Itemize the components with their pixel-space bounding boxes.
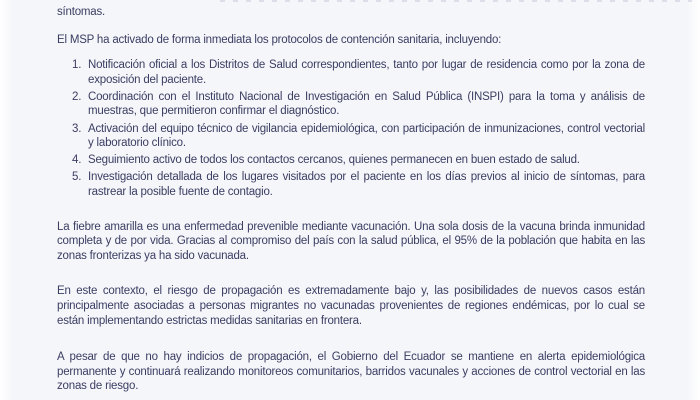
protocol-list-item-2	[57, 90, 645, 119]
protocol-item-text-1: Notificación oficial a los Distritos de Salud correspondientes, tanto por lugar de residencia como por la zona de exposición del paciente.	[88, 59, 645, 86]
paragraph-fragment-sintomas: síntomas.	[57, 6, 106, 18]
protocol-list-item-1	[57, 58, 645, 87]
list-number-3: 3.	[72, 122, 82, 135]
list-number-2: 2.	[72, 90, 82, 103]
protocol-item-text-2: Coordinación con el Instituto Nacional de Investigación en Salud Pública (INSPI) para la toma y análisis de muestras, que permitieron confirmar el diagnóstico.	[88, 90, 645, 118]
protocol-list-item-4	[57, 153, 645, 168]
paragraph-government-alert: A pesar de que no hay indicios de propagación, el Gobierno del Ecuador se mantiene en alerta epidemiológica permanente y continuará realizando monitoreos comunitarios, barridos vacunales y acciones de control vectorial en las zonas de riesgo.	[57, 351, 645, 393]
paragraph-risk-context: En este contexto, el riesgo de propagación es extremadamente bajo y, las posibilidades de nuevos casos están principalmente asociadas a personas migrantes no vacunadas provenientes de regiones endémicas, por lo cual se están implementando estrictas medidas sanitarias en frontera.	[57, 285, 645, 327]
list-number-5: 5.	[72, 171, 82, 184]
protocol-list-item-3	[57, 122, 645, 151]
protocol-list	[57, 58, 645, 199]
protocols-intro-paragraph: El MSP ha activado de forma inmediata los protocolos de contención sanitaria, incluyendo:	[57, 33, 502, 46]
list-number-4: 4.	[72, 154, 82, 167]
protocol-list-item-5	[57, 170, 645, 199]
protocol-item-text-3: Activación del equipo técnico de vigilancia epidemiológica, con participación de inmunizaciones, control vectorial y laboratorio clínico.	[88, 122, 645, 150]
list-number-1: 1.	[72, 59, 82, 72]
protocol-item-text-5: Investigación detallada de los lugares visitados por el paciente en los días previos al inicio de síntomas, para rastrear la posible fuente de contagio.	[88, 171, 645, 198]
protocol-item-text-4: Seguimiento activo de todos los contactos cercanos, quienes permanecen en buen estado de salud.	[88, 154, 580, 167]
paragraph-vaccination: La fiebre amarilla es una enfermedad prevenible mediante vacunación. Una sola dosis de la vacuna brinda inmunidad completa y de por vida. Gracias al compromiso del país con la salud pública, el 95% de la población que habita en las zonas fronterizas ya ha sido vacunada.	[57, 220, 645, 262]
clipped-text-line	[220, 0, 692, 2]
